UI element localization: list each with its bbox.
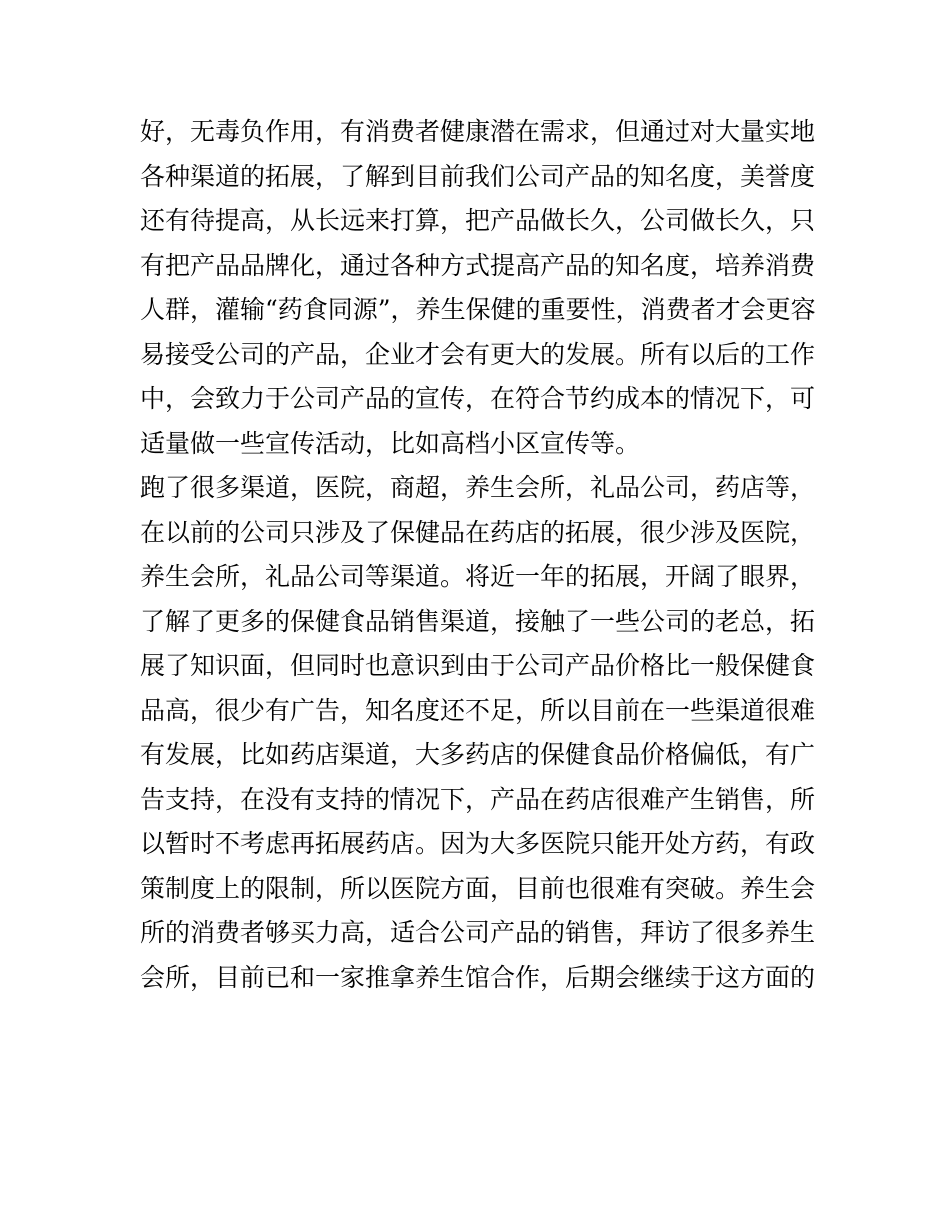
text-line: 会所，目前已和一家推拿养生馆合作，后期会继续于这方面的 [140, 962, 816, 992]
text-line: 了解了更多的保健食品销售渠道，接触了一些公司的老总，拓 [140, 606, 816, 636]
text-line: 告支持，在没有支持的情况下，产品在药店很难产生销售，所 [140, 784, 816, 814]
text-line: 中，会致力于公司产品的宣传，在符合节约成本的情况下，可 [140, 384, 816, 413]
text-line: 展了知识面，但同时也意识到由于公司产品价格比一般保健食 [140, 651, 816, 680]
text-line: 还有待提高，从长远来打算，把产品做长久，公司做长久，只 [140, 206, 816, 235]
text-line: 有发展，比如药店渠道，大多药店的保健食品价格偏低，有广 [140, 740, 816, 769]
text-line: 品高，很少有广告，知名度还不足，所以目前在一些渠道很难 [140, 695, 816, 725]
text-line: 养生会所，礼品公司等渠道。将近一年的拓展，开阔了眼界， [140, 562, 816, 591]
text-line: 有把产品品牌化，通过各种方式提高产品的知名度，培养消费 [140, 250, 816, 280]
text-line: 适量做一些宣传活动，比如高档小区宣传等。 [140, 428, 641, 458]
text-line: 人群，灌输“药食同源”，养生保健的重要性，消费者才会更容 [140, 295, 816, 324]
text-line: 在以前的公司只涉及了保健品在药店的拓展，很少涉及医院， [140, 517, 816, 547]
text-line: 易接受公司的产品，企业才会有更大的发展。所有以后的工作 [140, 339, 816, 369]
body-text [140, 110, 820, 1000]
text-line: 所的消费者够买力高，适合公司产品的销售，拜访了很多养生 [140, 918, 816, 947]
text-line: 各种渠道的拓展，了解到目前我们公司产品的知名度，美誉度 [140, 161, 816, 191]
text-line: 跑了很多渠道，医院，商超，养生会所，礼品公司，药店等， [140, 473, 816, 502]
text-line: 好，无毒负作用，有消费者健康潜在需求，但通过对大量实地 [140, 117, 816, 146]
text-line: 策制度上的限制，所以医院方面，目前也很难有突破。养生会 [140, 873, 816, 903]
text-line: 以暂时不考虑再拓展药店。因为大多医院只能开处方药，有政 [140, 829, 816, 858]
